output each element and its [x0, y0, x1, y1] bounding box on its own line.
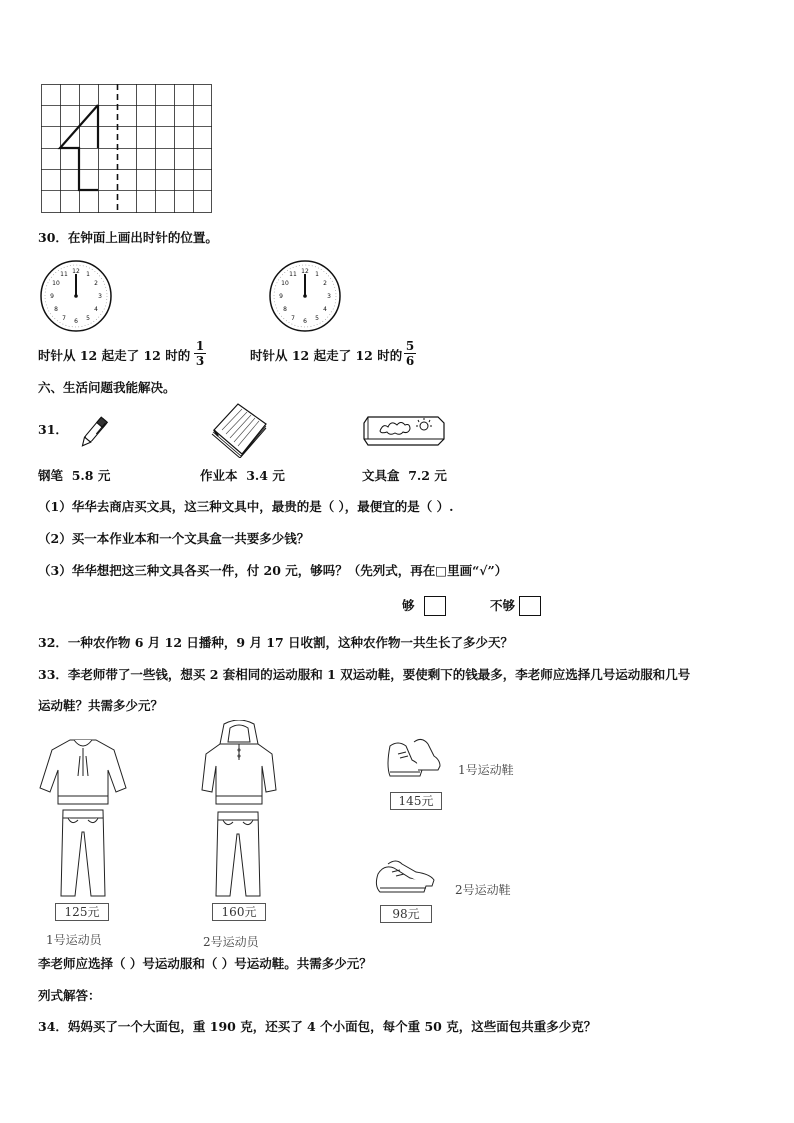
q31-sub1: （1）华华去商店买文具，这三种文具中，最贵的是（ ），最便宜的是（ ）. — [38, 499, 454, 514]
item-notebook-label: 作业本 — [200, 468, 238, 483]
svg-text:8: 8 — [283, 306, 287, 313]
left-fraction-den: 3 — [195, 354, 205, 368]
enough-checkbox[interactable] — [424, 596, 446, 616]
suit1-pants-icon — [58, 808, 108, 898]
enough-label: 够 — [402, 598, 415, 613]
svg-text:6: 6 — [303, 318, 307, 325]
item-pencilbox — [362, 470, 447, 483]
svg-text:7: 7 — [291, 315, 295, 322]
q31-sub2: （2）买一本作业本和一个文具盒一共要多少钱？ — [38, 531, 310, 546]
svg-text:3: 3 — [327, 293, 331, 300]
right-clock-icon[interactable] — [268, 259, 342, 333]
grid-figure — [41, 84, 213, 214]
clock-num-6: 6 — [74, 318, 78, 325]
svg-text:9: 9 — [279, 293, 283, 300]
svg-text:1: 1 — [315, 271, 319, 278]
shoe1-label: 1号运动鞋 — [458, 763, 514, 777]
svg-text:12: 12 — [301, 268, 309, 275]
suit2-hoodie-icon — [200, 720, 278, 808]
left-fraction — [194, 339, 206, 368]
svg-text:5: 5 — [315, 315, 319, 322]
left-clock-icon[interactable] — [39, 259, 113, 333]
right-clock-caption: 时针从 12 起走了 12 时的 — [250, 348, 403, 363]
shoe2-label: 2号运动鞋 — [455, 883, 511, 897]
item-pen-price: 5.8 元 — [71, 468, 111, 483]
item-pen-label: 钢笔 — [38, 468, 64, 483]
section6-title: 六、生活问题我能解决。 — [38, 380, 176, 395]
svg-text:2: 2 — [323, 280, 327, 287]
q30-title: 30．在钟面上画出时针的位置。 — [38, 230, 218, 245]
not-enough-label: 不够 — [490, 598, 516, 613]
item-notebook — [200, 470, 285, 483]
q32-text: 32．一种农作物 6 月 12 日播种，9 月 17 日收割，这种农作物一共生长了多少天？ — [38, 635, 514, 650]
q33-line1: 33．李老师带了一些钱，想买 2 套相同的运动服和 1 双运动鞋，要使剩下的钱最多，李老师应选择几号运动服和几号 — [38, 667, 691, 682]
left-fraction-num: 1 — [195, 339, 205, 353]
suit1-price: 125元 — [55, 903, 109, 921]
q33-answer-line: 李老师应选择（ ）号运动服和（ ）号运动鞋。共需多少元？ — [38, 956, 372, 971]
q31-number: 31． — [38, 422, 68, 437]
suit2-label: 2号运动员 — [203, 935, 259, 949]
shoe2-price: 98元 — [380, 905, 432, 923]
suit2-pants-icon — [213, 810, 263, 898]
clock-num-2: 2 — [94, 280, 98, 287]
clock-num-11: 11 — [60, 271, 68, 278]
notebook-icon — [208, 400, 270, 458]
left-clock-caption: 时针从 12 起走了 12 时的 — [38, 348, 191, 363]
shoe1-price: 145元 — [390, 792, 442, 810]
item-notebook-price: 3.4 元 — [246, 468, 285, 483]
right-fraction-den: 6 — [405, 354, 415, 368]
right-fraction-num: 5 — [405, 339, 415, 353]
suit2-price: 160元 — [212, 903, 266, 921]
clock-num-12: 12 — [72, 268, 80, 275]
q33-solve-label: 列式解答： — [38, 988, 101, 1003]
item-pen — [38, 470, 110, 483]
clock-num-9: 9 — [50, 293, 54, 300]
clock-num-7: 7 — [62, 315, 66, 322]
clock-num-8: 8 — [54, 306, 58, 313]
svg-text:11: 11 — [289, 271, 297, 278]
clock-num-10: 10 — [52, 280, 60, 287]
clock-num-5: 5 — [86, 315, 90, 322]
item-pencilbox-price: 7.2 元 — [408, 468, 447, 483]
shoe1-icon — [384, 736, 442, 782]
svg-text:4: 4 — [323, 306, 327, 313]
q34-text: 34．妈妈买了一个大面包，重 190 克，还买了 4 个小面包，每个重 50 克，这些面包共重多少克？ — [38, 1019, 597, 1034]
clock-num-1: 1 — [86, 271, 90, 278]
shoe2-icon — [374, 856, 438, 900]
item-pencilbox-label: 文具盒 — [362, 468, 400, 483]
pencil-box-icon — [362, 409, 446, 449]
pen-icon — [74, 412, 114, 452]
q33-line2: 运动鞋？共需多少元？ — [38, 698, 164, 713]
clock-num-3: 3 — [98, 293, 102, 300]
svg-text:10: 10 — [281, 280, 289, 287]
suit1-shirt-icon — [36, 736, 130, 808]
right-fraction — [404, 339, 416, 368]
suit1-label: 1号运动员 — [46, 933, 102, 947]
not-enough-checkbox[interactable] — [519, 596, 541, 616]
clock-num-4: 4 — [94, 306, 98, 313]
q31-sub3: （3）华华想把这三种文具各买一件，付 20 元，够吗？（先列式，再在□里画“√”） — [38, 563, 508, 578]
